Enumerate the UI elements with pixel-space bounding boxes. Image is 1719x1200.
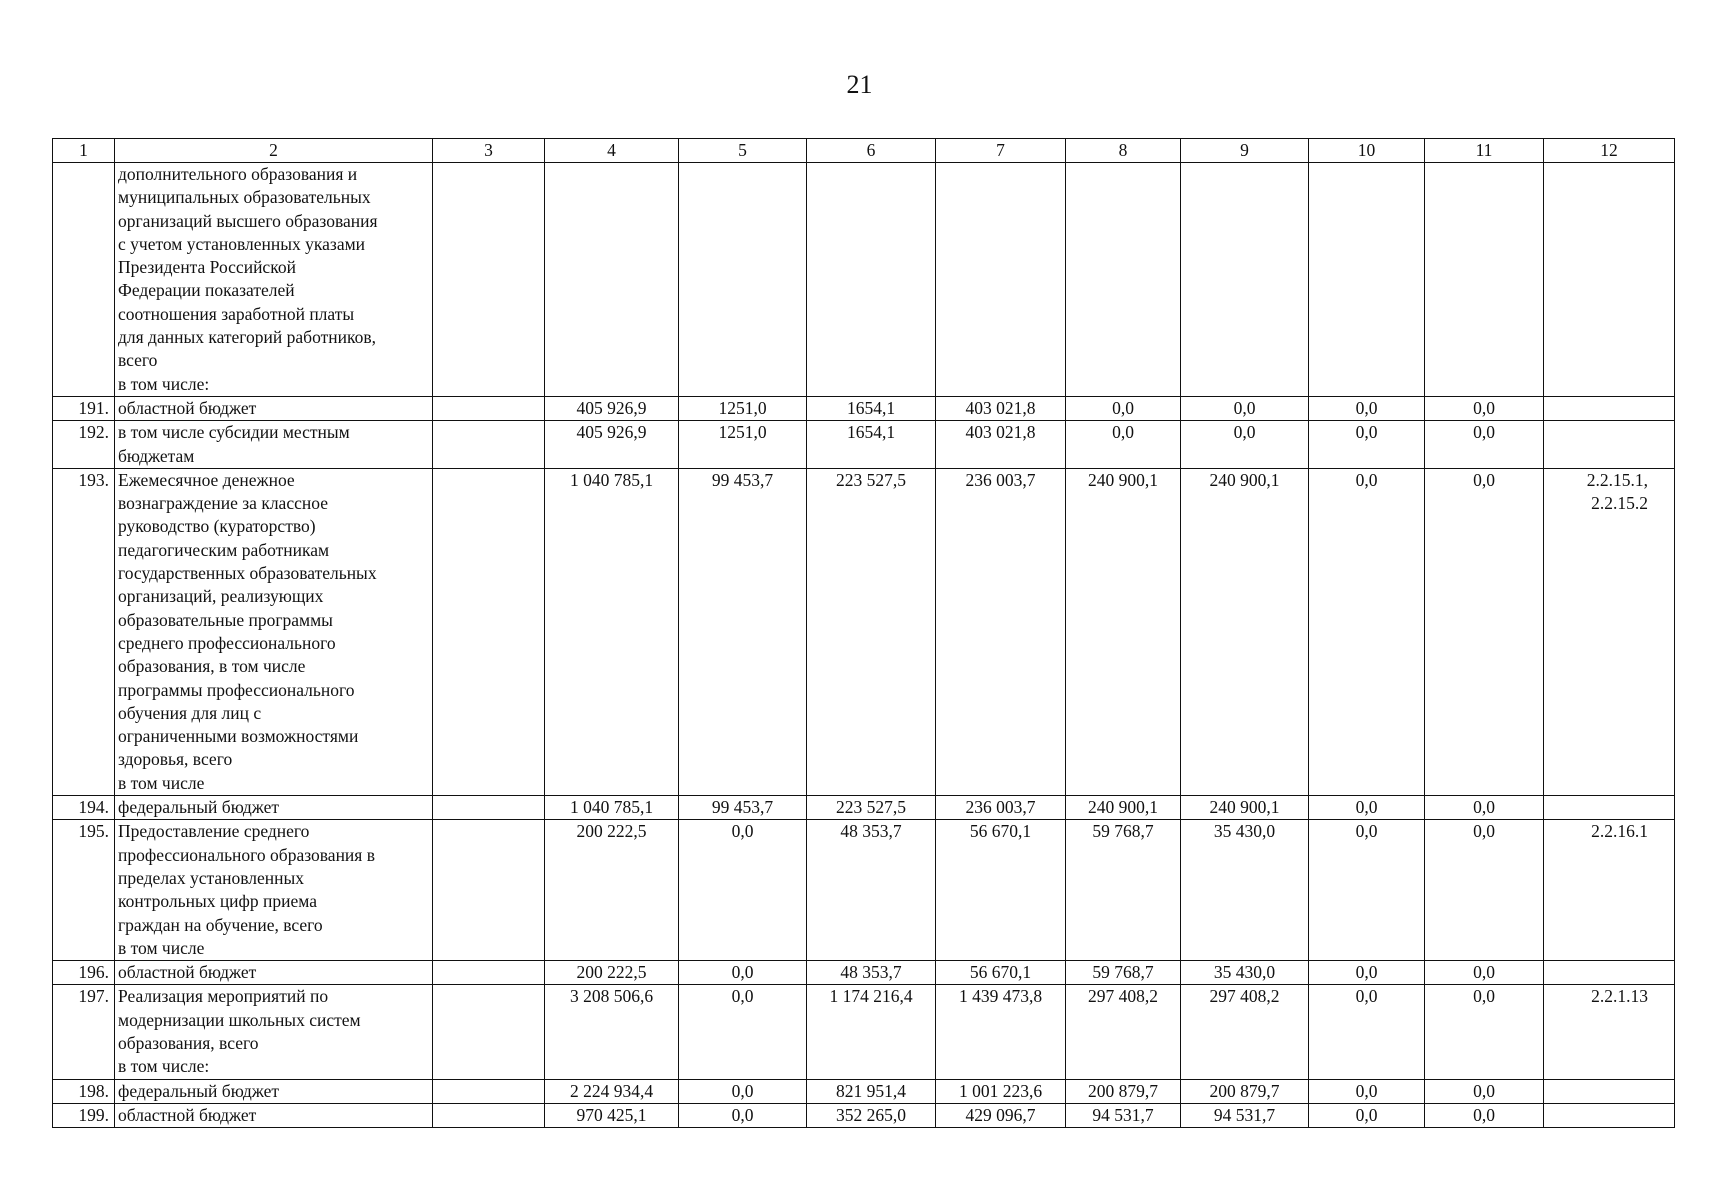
cell-col8: 200 879,7 bbox=[1066, 1079, 1181, 1103]
cell-col10: 0,0 bbox=[1309, 961, 1425, 985]
cell-col8: 240 900,1 bbox=[1066, 468, 1181, 795]
table-row bbox=[53, 421, 1675, 469]
cell-col7: 1 001 223,6 bbox=[936, 1079, 1066, 1103]
cell-col4: 405 926,9 bbox=[545, 421, 679, 469]
row-number: 191. bbox=[53, 396, 115, 420]
cell-col3 bbox=[433, 163, 545, 397]
cell-col12 bbox=[1544, 961, 1675, 985]
row-description: Ежемесячное денежное вознаграждение за классное руководство (кураторство) педагогическим работникам государственных образовательных организаций, реализующих образовательные программы среднего профессионального образования, в том числе программы профессионального обучения для лиц с ограниченными возможностями здоровья, всего в том числе bbox=[115, 468, 433, 795]
header-cell-col10: 10 bbox=[1309, 139, 1425, 163]
cell-col11: 0,0 bbox=[1425, 1079, 1544, 1103]
cell-col6: 48 353,7 bbox=[807, 961, 936, 985]
row-description: дополнительного образования и муниципальных образовательных организаций высшего образования с учетом установленных указами Президента Российской Федерации показателей соотношения заработной платы для данных категорий работников, всего в том числе: bbox=[115, 163, 433, 397]
cell-col8: 94 531,7 bbox=[1066, 1103, 1181, 1127]
row-description: федеральный бюджет bbox=[115, 1079, 433, 1103]
cell-col6: 821 951,4 bbox=[807, 1079, 936, 1103]
cell-col4: 2 224 934,4 bbox=[545, 1079, 679, 1103]
cell-col9: 94 531,7 bbox=[1181, 1103, 1309, 1127]
row-number: 198. bbox=[53, 1079, 115, 1103]
cell-col12 bbox=[1544, 421, 1675, 469]
cell-col4 bbox=[545, 163, 679, 397]
row-description: областной бюджет bbox=[115, 396, 433, 420]
cell-col4: 405 926,9 bbox=[545, 396, 679, 420]
cell-col7: 236 003,7 bbox=[936, 796, 1066, 820]
cell-col11: 0,0 bbox=[1425, 468, 1544, 795]
cell-col4: 1 040 785,1 bbox=[545, 468, 679, 795]
cell-col8: 297 408,2 bbox=[1066, 985, 1181, 1079]
cell-col9: 0,0 bbox=[1181, 396, 1309, 420]
cell-col7 bbox=[936, 163, 1066, 397]
cell-col9 bbox=[1181, 163, 1309, 397]
cell-col7: 429 096,7 bbox=[936, 1103, 1066, 1127]
cell-col12 bbox=[1544, 163, 1675, 397]
row-number bbox=[53, 163, 115, 397]
table-row bbox=[53, 1103, 1675, 1127]
cell-col10: 0,0 bbox=[1309, 1103, 1425, 1127]
cell-col3 bbox=[433, 796, 545, 820]
table-row bbox=[53, 396, 1675, 420]
table-row bbox=[53, 961, 1675, 985]
cell-col6 bbox=[807, 163, 936, 397]
cell-col7: 236 003,7 bbox=[936, 468, 1066, 795]
header-cell-col11: 11 bbox=[1425, 139, 1544, 163]
row-description: в том числе субсидии местным бюджетам bbox=[115, 421, 433, 469]
cell-col5: 0,0 bbox=[679, 961, 807, 985]
cell-col10: 0,0 bbox=[1309, 796, 1425, 820]
cell-col9: 240 900,1 bbox=[1181, 468, 1309, 795]
cell-col8: 59 768,7 bbox=[1066, 820, 1181, 961]
cell-col12: 2.2.16.1 bbox=[1544, 820, 1675, 961]
cell-col12 bbox=[1544, 1079, 1675, 1103]
row-description: областной бюджет bbox=[115, 961, 433, 985]
cell-col9: 297 408,2 bbox=[1181, 985, 1309, 1079]
cell-col8: 0,0 bbox=[1066, 421, 1181, 469]
cell-col9: 240 900,1 bbox=[1181, 796, 1309, 820]
cell-col11: 0,0 bbox=[1425, 985, 1544, 1079]
row-description: областной бюджет bbox=[115, 1103, 433, 1127]
cell-col11: 0,0 bbox=[1425, 1103, 1544, 1127]
cell-col3 bbox=[433, 1079, 545, 1103]
cell-col8 bbox=[1066, 163, 1181, 397]
cell-col4: 970 425,1 bbox=[545, 1103, 679, 1127]
header-cell-col7: 7 bbox=[936, 139, 1066, 163]
cell-col9: 0,0 bbox=[1181, 421, 1309, 469]
cell-col3 bbox=[433, 1103, 545, 1127]
cell-col6: 1654,1 bbox=[807, 396, 936, 420]
cell-col6: 1654,1 bbox=[807, 421, 936, 469]
table-row bbox=[53, 1079, 1675, 1103]
cell-col10: 0,0 bbox=[1309, 820, 1425, 961]
cell-col7: 403 021,8 bbox=[936, 396, 1066, 420]
cell-col8: 240 900,1 bbox=[1066, 796, 1181, 820]
budget-table bbox=[52, 138, 1675, 1128]
header-cell-col1: 1 bbox=[53, 139, 115, 163]
row-number: 194. bbox=[53, 796, 115, 820]
row-description: федеральный бюджет bbox=[115, 796, 433, 820]
cell-col12: 2.2.1.13 bbox=[1544, 985, 1675, 1079]
header-cell-col8: 8 bbox=[1066, 139, 1181, 163]
cell-col11: 0,0 bbox=[1425, 796, 1544, 820]
cell-col5: 0,0 bbox=[679, 985, 807, 1079]
cell-col7: 403 021,8 bbox=[936, 421, 1066, 469]
cell-col10: 0,0 bbox=[1309, 396, 1425, 420]
cell-col11: 0,0 bbox=[1425, 421, 1544, 469]
cell-col10: 0,0 bbox=[1309, 468, 1425, 795]
cell-col6: 48 353,7 bbox=[807, 820, 936, 961]
cell-col5: 0,0 bbox=[679, 1079, 807, 1103]
cell-col7: 1 439 473,8 bbox=[936, 985, 1066, 1079]
cell-col3 bbox=[433, 396, 545, 420]
table-row bbox=[53, 796, 1675, 820]
cell-col12: 2.2.15.1, 2.2.15.2 bbox=[1544, 468, 1675, 795]
cell-col8: 59 768,7 bbox=[1066, 961, 1181, 985]
cell-col12 bbox=[1544, 1103, 1675, 1127]
cell-col3 bbox=[433, 961, 545, 985]
cell-col11: 0,0 bbox=[1425, 961, 1544, 985]
cell-col5 bbox=[679, 163, 807, 397]
cell-col10: 0,0 bbox=[1309, 985, 1425, 1079]
table-row bbox=[53, 163, 1675, 397]
cell-col11: 0,0 bbox=[1425, 820, 1544, 961]
header-cell-col3: 3 bbox=[433, 139, 545, 163]
cell-col11: 0,0 bbox=[1425, 396, 1544, 420]
header-cell-col9: 9 bbox=[1181, 139, 1309, 163]
cell-col6: 223 527,5 bbox=[807, 796, 936, 820]
cell-col7: 56 670,1 bbox=[936, 961, 1066, 985]
cell-col3 bbox=[433, 985, 545, 1079]
row-number: 197. bbox=[53, 985, 115, 1079]
row-description: Реализация мероприятий по модернизации школьных систем образования, всего в том числе: bbox=[115, 985, 433, 1079]
row-number: 193. bbox=[53, 468, 115, 795]
cell-col5: 1251,0 bbox=[679, 421, 807, 469]
cell-col4: 200 222,5 bbox=[545, 820, 679, 961]
cell-col5: 0,0 bbox=[679, 1103, 807, 1127]
cell-col10 bbox=[1309, 163, 1425, 397]
cell-col8: 0,0 bbox=[1066, 396, 1181, 420]
cell-col4: 3 208 506,6 bbox=[545, 985, 679, 1079]
cell-col5: 99 453,7 bbox=[679, 796, 807, 820]
header-cell-col12: 12 bbox=[1544, 139, 1675, 163]
row-description: Предоставление среднего профессионального образования в пределах установленных контрольных цифр приема граждан на обучение, всего в том числе bbox=[115, 820, 433, 961]
cell-col3 bbox=[433, 468, 545, 795]
cell-col3 bbox=[433, 820, 545, 961]
header-row bbox=[53, 139, 1675, 163]
cell-col5: 99 453,7 bbox=[679, 468, 807, 795]
cell-col9: 35 430,0 bbox=[1181, 820, 1309, 961]
table-row bbox=[53, 468, 1675, 795]
cell-col10: 0,0 bbox=[1309, 421, 1425, 469]
page-number: 21 bbox=[846, 70, 873, 99]
cell-col6: 223 527,5 bbox=[807, 468, 936, 795]
cell-col4: 200 222,5 bbox=[545, 961, 679, 985]
header-cell-col5: 5 bbox=[679, 139, 807, 163]
row-number: 199. bbox=[53, 1103, 115, 1127]
table-row bbox=[53, 820, 1675, 961]
table-body bbox=[53, 163, 1675, 1128]
cell-col12 bbox=[1544, 796, 1675, 820]
header-cell-col2: 2 bbox=[115, 139, 433, 163]
row-number: 192. bbox=[53, 421, 115, 469]
header-cell-col4: 4 bbox=[545, 139, 679, 163]
cell-col12 bbox=[1544, 396, 1675, 420]
cell-col10: 0,0 bbox=[1309, 1079, 1425, 1103]
cell-col6: 352 265,0 bbox=[807, 1103, 936, 1127]
cell-col11 bbox=[1425, 163, 1544, 397]
table-row bbox=[53, 985, 1675, 1079]
cell-col3 bbox=[433, 421, 545, 469]
table-header bbox=[53, 139, 1675, 163]
row-number: 196. bbox=[53, 961, 115, 985]
row-number: 195. bbox=[53, 820, 115, 961]
cell-col7: 56 670,1 bbox=[936, 820, 1066, 961]
cell-col5: 1251,0 bbox=[679, 396, 807, 420]
cell-col4: 1 040 785,1 bbox=[545, 796, 679, 820]
cell-col9: 200 879,7 bbox=[1181, 1079, 1309, 1103]
cell-col5: 0,0 bbox=[679, 820, 807, 961]
cell-col6: 1 174 216,4 bbox=[807, 985, 936, 1079]
cell-col9: 35 430,0 bbox=[1181, 961, 1309, 985]
header-cell-col6: 6 bbox=[807, 139, 936, 163]
